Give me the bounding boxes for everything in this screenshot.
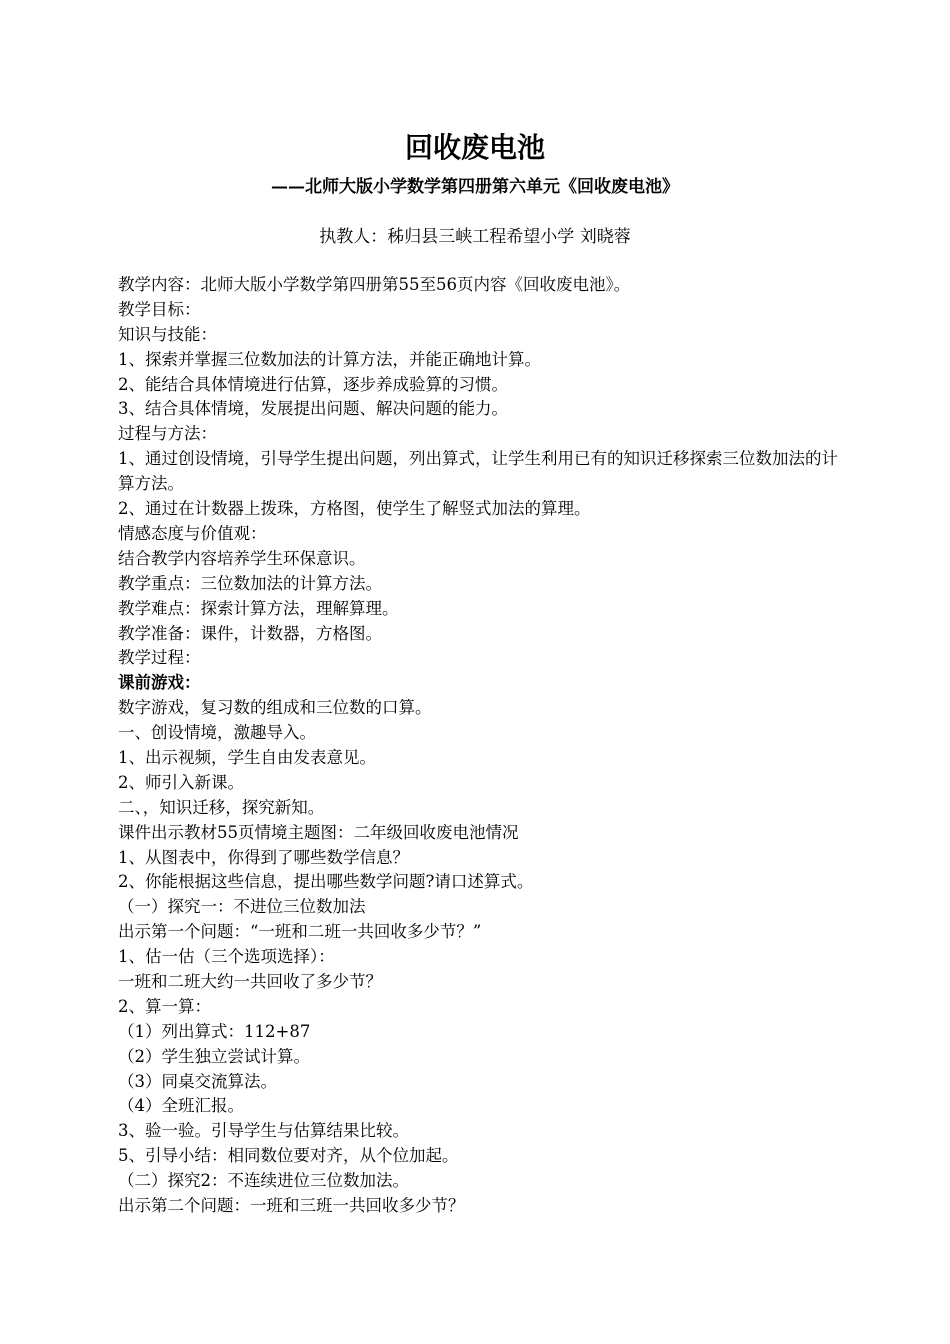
content-line: 情感态度与价值观：: [118, 523, 267, 543]
document-subtitle: ——北师大版小学数学第四册第六单元《回收废电池》: [271, 177, 679, 197]
content-line: 课前游戏：: [118, 673, 201, 693]
content-line: 3、验一验。引导学生与估算结果比较。: [118, 1121, 409, 1141]
content-line: （3）同桌交流算法。: [118, 1071, 277, 1091]
content-line: 教学准备：课件，计数器，方格图。: [118, 623, 382, 643]
content-line: 1、从图表中，你得到了哪些数学信息？: [118, 847, 409, 867]
content-line: 教学目标：: [118, 299, 201, 319]
content-line: 1、出示视频，学生自由发表意见。: [118, 747, 376, 767]
content-line: 课件出示教材55页情境主题图：二年级回收废电池情况: [118, 822, 519, 842]
content-line: 2、算一算：: [118, 996, 211, 1016]
content-line: 1、估一估（三个选项选择）：: [118, 947, 335, 967]
content-line: （一）探究一：不进位三位数加法: [118, 897, 366, 917]
content-line: 知识与技能：: [118, 324, 217, 344]
content-line: 过程与方法：: [118, 424, 217, 444]
content-line: 5、引导小结：相同数位要对齐，从个位加起。: [118, 1146, 459, 1166]
content-line: （二）探究2：不连续进位三位数加法。: [118, 1171, 409, 1191]
document-author: 执教人：秭归县三峡工程希望小学 刘晓蓉: [319, 227, 631, 247]
document-body: [118, 273, 843, 1219]
content-line: 一班和二班大约一共回收了多少节？: [118, 971, 382, 991]
content-line: 1、探索并掌握三位数加法的计算方法，并能正确地计算。: [118, 349, 541, 369]
content-line: 数字游戏，复习数的组成和三位数的口算。: [118, 698, 432, 718]
content-line: 3、结合具体情境，发展提出问题、解决问题的能力。: [118, 399, 508, 419]
content-line: 2、通过在计数器上拨珠，方格图，使学生了解竖式加法的算理。: [118, 499, 591, 519]
content-line: 2、师引入新课。: [118, 772, 244, 792]
content-line: （4）全班汇报。: [118, 1096, 244, 1116]
content-line: 二、，知识迁移，探究新知。: [118, 797, 325, 817]
content-line: 1、通过创设情境，引导学生提出问题，列出算式，让学生利用已有的知识迁移探索三位数加法的计算方法。: [118, 449, 838, 494]
content-line: 教学过程：: [118, 648, 201, 668]
content-line: 教学内容：北师大版小学数学第四册第55至56页内容《回收废电池》。: [118, 275, 631, 294]
content-line: 出示第二个问题：一班和三班一共回收多少节？: [118, 1195, 465, 1215]
content-line: 教学难点：探索计算方法，理解算理。: [118, 598, 399, 618]
document-title: 回收废电池: [404, 131, 545, 164]
content-line: （2）学生独立尝试计算。: [118, 1046, 310, 1066]
content-line: 教学重点：三位数加法的计算方法。: [118, 573, 382, 593]
content-line: 一、创设情境，激趣导入。: [118, 723, 316, 743]
content-line: 结合教学内容培养学生环保意识。: [118, 548, 366, 568]
content-line: 出示第一个问题：“一班和二班一共回收多少节？”: [118, 922, 482, 942]
content-line: 2、能结合具体情境进行估算，逐步养成验算的习惯。: [118, 374, 508, 394]
content-line: 2、你能根据这些信息，提出哪些数学问题?请口述算式。: [118, 872, 534, 892]
content-line: （1）列出算式：112+87: [118, 1021, 311, 1041]
